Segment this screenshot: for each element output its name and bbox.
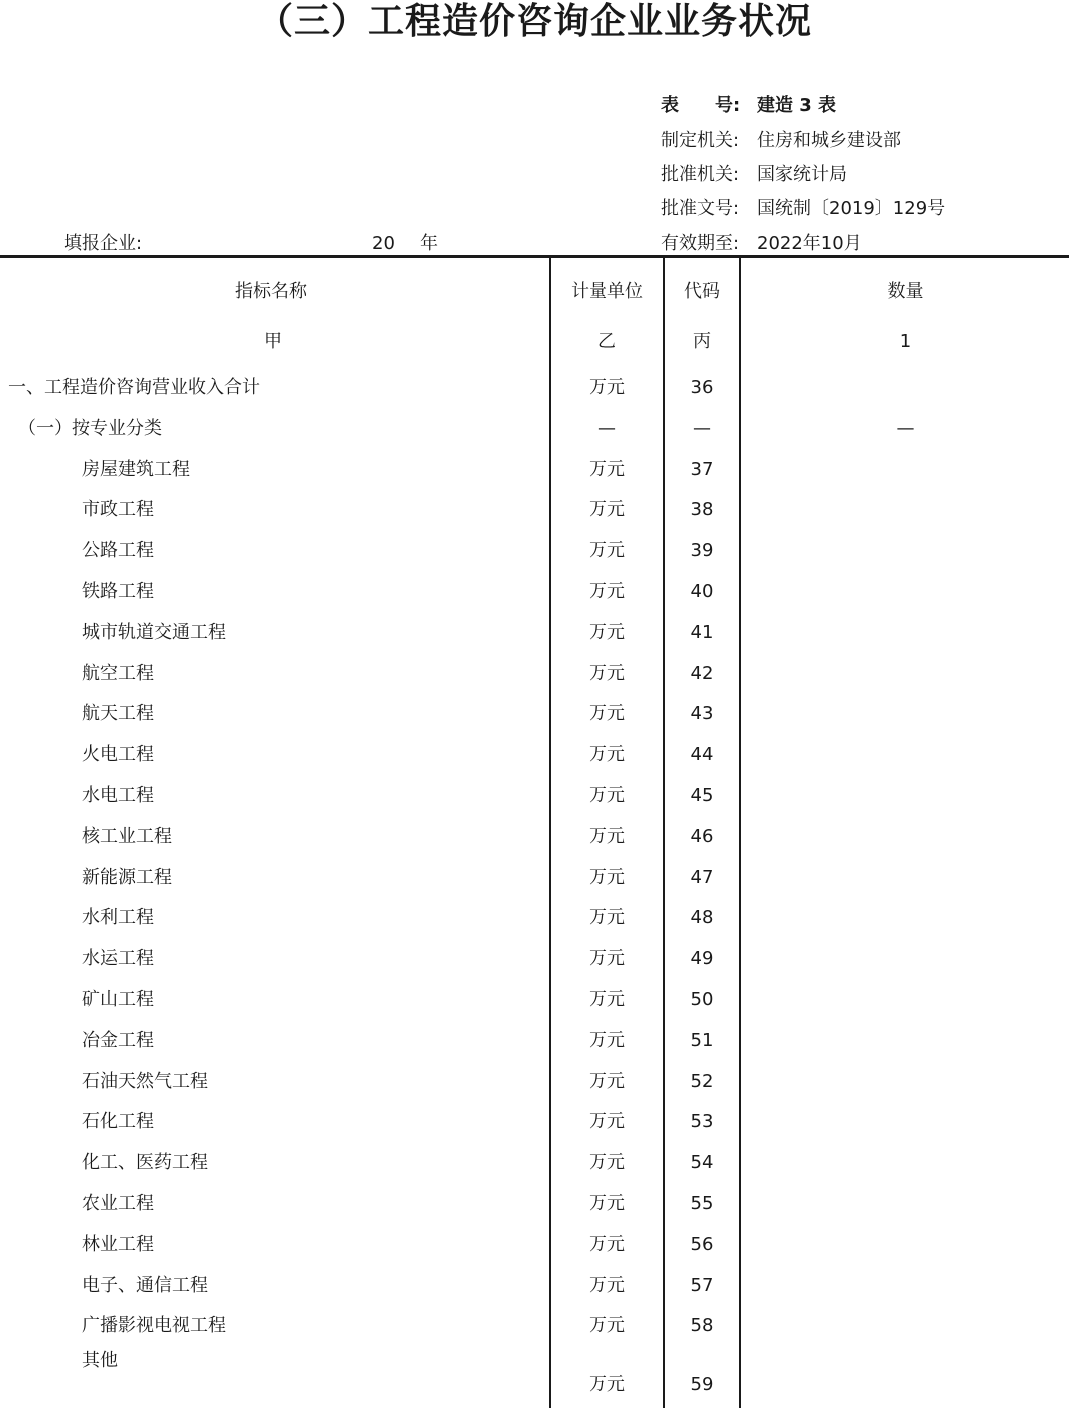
- page-title: （三）工程造价咨询企业业务状况: [256, 1, 812, 42]
- meta-label: 制定机关:: [661, 130, 740, 151]
- row-unit: 万元: [589, 825, 625, 847]
- row-code: 50: [690, 989, 714, 1010]
- row-name: 林业工程: [82, 1233, 154, 1255]
- row-code: 56: [690, 1233, 714, 1255]
- row-code: 55: [690, 1193, 714, 1214]
- meta-issuing-authority: [661, 129, 901, 153]
- row-unit: 万元: [589, 458, 625, 480]
- row-unit: 万元: [589, 621, 625, 643]
- row-unit: 万元: [589, 948, 625, 970]
- header-qty: 数量: [887, 281, 924, 302]
- row-name: 公路工程: [82, 540, 154, 562]
- row-name: 石化工程: [82, 1111, 154, 1133]
- meta-value: 国家统计局: [757, 164, 847, 185]
- row-name: 水电工程: [82, 785, 154, 806]
- row-name: 农业工程: [82, 1193, 154, 1214]
- row-code: 37: [690, 458, 714, 480]
- table-row: [0, 1148, 1069, 1178]
- meta-value: 建造 3 表: [757, 95, 837, 116]
- row-code: 58: [690, 1315, 714, 1337]
- row-code: 40: [690, 581, 714, 602]
- row-name: 航天工程: [82, 703, 154, 725]
- table-row: [0, 659, 1069, 689]
- meta-value: 国统制〔2019〕129号: [757, 198, 946, 219]
- header-name: 指标名称: [235, 281, 307, 302]
- year-suffix: 年: [420, 233, 438, 254]
- row-name: 石油天然气工程: [82, 1070, 208, 1092]
- table-row: [0, 1271, 1069, 1301]
- filler-label: 填报企业:: [64, 233, 143, 254]
- table-row: [0, 944, 1069, 974]
- row-code: 48: [690, 907, 714, 929]
- row-name: 一、工程造价咨询营业收入合计: [8, 377, 260, 398]
- row-code: 44: [690, 744, 714, 766]
- row-unit: 万元: [589, 662, 625, 684]
- table-row: [0, 414, 1069, 444]
- row-name: （一）按专业分类: [18, 417, 162, 439]
- meta-approving-authority: [661, 163, 847, 187]
- row-unit: 万元: [589, 1193, 625, 1214]
- meta-value: 2022年10月: [757, 233, 862, 254]
- row-code: 39: [690, 540, 714, 562]
- table-subheader: [0, 327, 1069, 357]
- table-row: [0, 373, 1069, 403]
- meta-table-number: [661, 94, 836, 118]
- row-unit: 万元: [589, 1111, 625, 1133]
- row-unit: 万元: [589, 1233, 625, 1255]
- row-unit: 万元: [589, 377, 625, 398]
- row-code: 53: [690, 1111, 714, 1133]
- row-unit: 万元: [589, 1152, 625, 1174]
- year-prefix: 20: [372, 233, 395, 254]
- table-row: [0, 903, 1069, 933]
- table-row: [0, 699, 1069, 729]
- meta-valid-until: [661, 232, 862, 256]
- row-unit: 万元: [589, 581, 625, 602]
- row-qty[interactable]: —: [896, 417, 915, 439]
- table-row: [0, 536, 1069, 566]
- row-code: 36: [690, 377, 714, 398]
- table-row: [0, 618, 1069, 648]
- row-name: 新能源工程: [82, 866, 172, 888]
- row-code: 43: [690, 703, 714, 725]
- row-name: 其他: [82, 1350, 118, 1372]
- row-code: 59: [690, 1374, 714, 1396]
- row-name: 水运工程: [82, 948, 154, 970]
- table-row: [0, 1189, 1069, 1219]
- meta-approval-number: [661, 197, 945, 221]
- row-code: 49: [690, 948, 714, 970]
- header-code: 代码: [684, 281, 720, 302]
- meta-label: 批准文号:: [661, 198, 740, 219]
- row-name: 电子、通信工程: [82, 1274, 208, 1296]
- table-top-rule: [0, 255, 1069, 258]
- row-code: 52: [690, 1070, 714, 1092]
- header-unit: 计量单位: [571, 281, 643, 302]
- row-name: 城市轨道交通工程: [82, 621, 226, 643]
- subheader-name: 甲: [264, 331, 282, 352]
- table-row: [0, 1067, 1069, 1097]
- row-unit: 万元: [589, 1374, 625, 1396]
- subheader-unit: 乙: [598, 331, 616, 352]
- row-unit: 万元: [589, 1274, 625, 1296]
- table-header: [0, 277, 1069, 307]
- row-name: 铁路工程: [82, 581, 154, 602]
- table-row: [0, 495, 1069, 525]
- meta-label: 表 号:: [661, 95, 741, 116]
- row-code: —: [693, 417, 711, 439]
- row-name: 化工、医药工程: [82, 1152, 208, 1174]
- row-name: 水利工程: [82, 907, 154, 929]
- row-unit: 万元: [589, 703, 625, 725]
- table-row: [0, 455, 1069, 485]
- row-unit: 万元: [589, 989, 625, 1010]
- table-row: [0, 985, 1069, 1015]
- subheader-qty: 1: [899, 331, 912, 352]
- row-unit: 万元: [589, 785, 625, 806]
- row-unit: 万元: [589, 1070, 625, 1092]
- row-name: 房屋建筑工程: [82, 458, 190, 480]
- table-row: [0, 1107, 1069, 1137]
- row-code: 51: [690, 1029, 714, 1051]
- table-row: [0, 822, 1069, 852]
- table-row: [0, 740, 1069, 770]
- row-unit: 万元: [589, 744, 625, 766]
- row-unit: 万元: [589, 1029, 625, 1051]
- table-row: [0, 577, 1069, 607]
- row-name: 广播影视电视工程: [82, 1315, 226, 1337]
- meta-label: 批准机关:: [661, 164, 740, 185]
- row-unit: 万元: [589, 866, 625, 888]
- row-name: 航空工程: [82, 662, 154, 684]
- row-code: 45: [690, 785, 714, 806]
- row-unit: 万元: [589, 499, 625, 521]
- row-unit: —: [598, 417, 616, 439]
- row-name: 矿山工程: [82, 989, 154, 1010]
- row-code: 54: [690, 1152, 714, 1174]
- row-unit: 万元: [589, 540, 625, 562]
- row-name: 核工业工程: [82, 825, 172, 847]
- row-name: 火电工程: [82, 744, 154, 766]
- row-unit: 万元: [589, 907, 625, 929]
- row-name: 冶金工程: [82, 1029, 154, 1051]
- row-code: 57: [690, 1274, 714, 1296]
- meta-value: 住房和城乡建设部: [757, 130, 901, 151]
- row-unit: 万元: [589, 1315, 625, 1337]
- table-row: [0, 1311, 1069, 1341]
- row-name: 市政工程: [82, 499, 154, 521]
- row-code: 41: [690, 621, 714, 643]
- table-row: [0, 1350, 1069, 1396]
- table-row: [0, 781, 1069, 811]
- table-row: [0, 1026, 1069, 1056]
- row-code: 38: [690, 499, 714, 521]
- row-code: 46: [690, 825, 714, 847]
- row-code: 47: [690, 866, 714, 888]
- row-code: 42: [690, 662, 714, 684]
- meta-label: 有效期至:: [661, 233, 740, 254]
- table-row: [0, 1230, 1069, 1260]
- table-row: [0, 863, 1069, 893]
- subheader-code: 丙: [693, 331, 711, 352]
